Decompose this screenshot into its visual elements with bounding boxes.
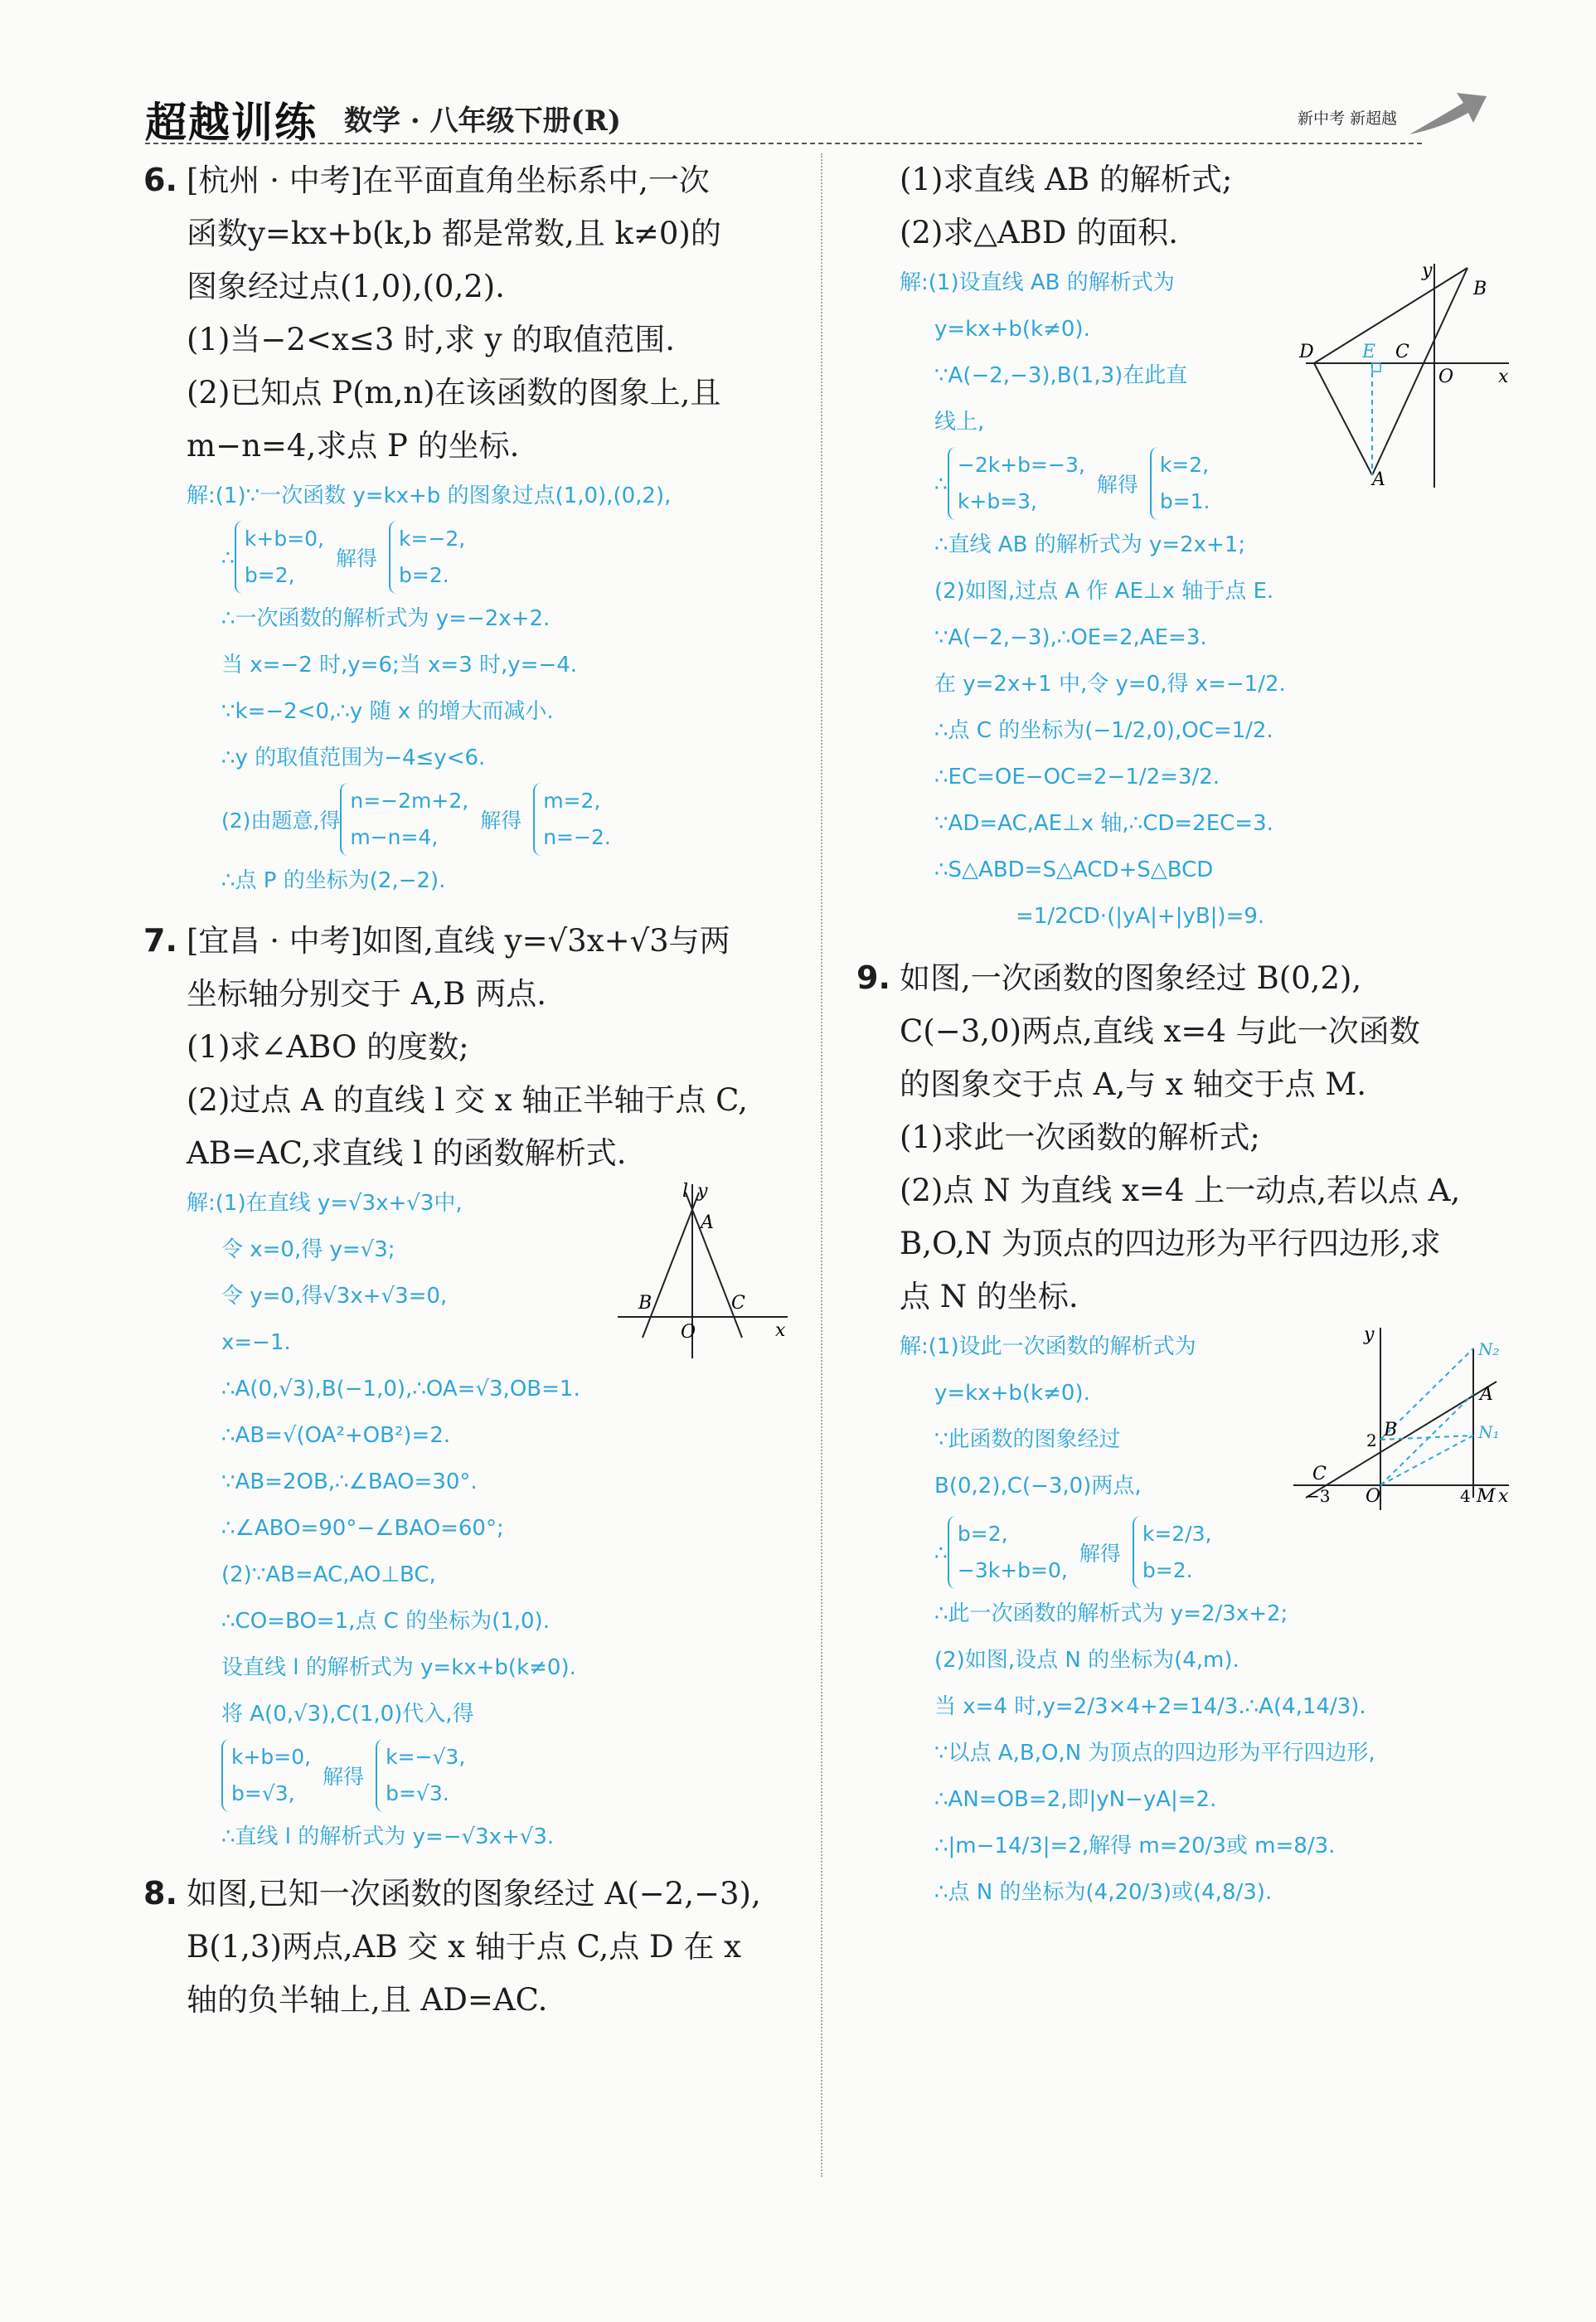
- label-C: C: [731, 1293, 745, 1314]
- solution-line: ∵A(−2,−3),∴OE=2,AE=3.: [934, 625, 1207, 650]
- question-line: (2)点 N 为直线 x=4 上一动点,若以点 A,: [900, 1173, 1461, 1208]
- label-x: x: [1498, 1486, 1509, 1507]
- solution-line: 当 x=−2 时,y=6;当 x=3 时,y=−4.: [221, 653, 578, 678]
- question-line: m−n=4,求点 P 的坐标.: [187, 428, 520, 464]
- label-A: A: [1372, 469, 1385, 490]
- solution-line: ∴点 P 的坐标为(2,−2).: [221, 868, 446, 893]
- solution-line: y=kx+b(k≠0).: [934, 1381, 1090, 1406]
- label-O: O: [1366, 1486, 1381, 1507]
- question-line: B,O,N 为顶点的四边形为平行四边形,求: [900, 1226, 1441, 1261]
- solution-line: ∵A(−2,−3),B(1,3)在此直: [934, 363, 1188, 388]
- question-line: (1)求∠ABO 的度数;: [187, 1029, 469, 1065]
- solution-line: ∴此一次函数的解析式为 y=2/3x+2;: [934, 1601, 1288, 1626]
- solution-line: 解:(1)∵一次函数 y=kx+b 的图象过点(1,0),(0,2),: [187, 483, 672, 508]
- solution-line: 解:(1)在直线 y=√3x+√3中,: [187, 1191, 463, 1216]
- question-line: 的图象交于点 A,与 x 轴交于点 M.: [900, 1066, 1367, 1102]
- solution-line: (2)如图,设点 N 的坐标为(4,m).: [934, 1648, 1239, 1673]
- question-number: 7.: [143, 922, 177, 959]
- solution-line: ∴CO=BO=1,点 C 的坐标为(1,0).: [221, 1609, 550, 1634]
- solution-line: ∵以点 A,B,O,N 为顶点的四边形为平行四边形,: [934, 1741, 1375, 1766]
- solution-line: ∴y 的取值范围为−4≤y<6.: [221, 746, 486, 770]
- question-line: (2)已知点 P(m,n)在该函数的图象上,且: [187, 375, 721, 410]
- solution-line: B(0,2),C(−3,0)两点,: [934, 1474, 1142, 1499]
- solution-line: 解:(1)设此一次函数的解析式为: [900, 1334, 1196, 1359]
- question-8: [141, 1867, 804, 2027]
- solution-line: (2)如图,过点 A 作 AE⊥x 轴于点 E.: [934, 579, 1274, 604]
- figure-q7: [601, 1180, 792, 1363]
- series-label: 新中考 新超越: [1297, 109, 1397, 128]
- solution-line: ∵AB=2OB,∴∠BAO=30°.: [221, 1469, 478, 1494]
- question-line: 轴的负半轴上,且 AD=AC.: [187, 1982, 548, 2018]
- question-line: (1)求直线 AB 的解析式;: [900, 162, 1233, 197]
- label-A: A: [701, 1212, 714, 1233]
- right-column: [842, 153, 1521, 1916]
- question-line: (2)求△ABD 的面积.: [900, 215, 1178, 250]
- solution-line: =1/2CD·(|yA|+|yB|)=9.: [1016, 904, 1265, 929]
- label-B: B: [638, 1293, 652, 1314]
- label-l: l: [682, 1181, 689, 1202]
- label-2: 2: [1366, 1431, 1377, 1450]
- solution-line: ∴点 N 的坐标为(4,20/3)或(4,8/3).: [934, 1880, 1273, 1905]
- question-line: B(1,3)两点,AB 交 x 轴于点 C,点 D 在 x: [187, 1929, 742, 1965]
- solution-line: ∴S△ABD=S△ACD+S△BCD: [934, 857, 1214, 882]
- label-y: y: [697, 1181, 708, 1202]
- solution-line: ∴|m−14/3|=2,解得 m=20/3或 m=8/3.: [934, 1834, 1336, 1858]
- solution-line: ∵k=−2<0,∴y 随 x 的增大而减小.: [221, 699, 554, 724]
- question-number: 8.: [143, 1875, 177, 1912]
- label-B: B: [1384, 1420, 1398, 1440]
- question-line: [宜昌 · 中考]如图,直线 y=√3x+√3与两: [187, 923, 730, 959]
- solution-line: ∴一次函数的解析式为 y=−2x+2.: [221, 606, 551, 631]
- question-line: (1)求此一次函数的解析式;: [900, 1120, 1260, 1155]
- label-O: O: [1438, 367, 1454, 387]
- solution-line: ∴点 C 的坐标为(−1/2,0),OC=1/2.: [934, 718, 1273, 743]
- label-y: y: [1422, 260, 1433, 281]
- solution-line: ∵AD=AC,AE⊥x 轴,∴CD=2EC=3.: [934, 811, 1273, 836]
- question-line: C(−3,0)两点,直线 x=4 与此一次函数: [900, 1013, 1420, 1049]
- label-A: A: [1480, 1384, 1493, 1405]
- solution-line: (2)∵AB=AC,AO⊥BC,: [221, 1562, 436, 1587]
- label-x: x: [1498, 367, 1509, 387]
- question-line: 坐标轴分别交于 A,B 两点.: [187, 976, 546, 1012]
- label-E: E: [1362, 342, 1376, 362]
- question-9: [842, 951, 1521, 1916]
- equation-system: (2)由题意,得 n=−2m+2, m−n=4, 解得 m=2, n=−2.: [187, 783, 804, 856]
- solution-line: 令 y=0,得√3x+√3=0,: [221, 1284, 448, 1309]
- solution-line: ∴直线 l 的解析式为 y=−√3x+√3.: [221, 1824, 555, 1849]
- label-M: M: [1477, 1486, 1496, 1507]
- question-line: 函数y=kx+b(k,b 都是常数,且 k≠0)的: [187, 216, 721, 251]
- solution-line: ∵此函数的图象经过: [934, 1427, 1121, 1452]
- question-line: 图象经过点(1,0),(0,2).: [187, 269, 505, 304]
- question-line: (2)过点 A 的直线 l 交 x 轴正半轴于点 C,: [187, 1082, 748, 1118]
- solution-line: ∴直线 AB 的解析式为 y=2x+1;: [934, 532, 1246, 557]
- brand-title: 超越训练: [145, 99, 318, 147]
- question-line: (1)当−2<x≤3 时,求 y 的取值范围.: [187, 322, 676, 357]
- solution-line: y=kx+b(k≠0).: [934, 317, 1090, 342]
- left-column: [141, 153, 804, 2027]
- column-divider: [821, 153, 822, 2177]
- label-x: x: [775, 1320, 786, 1341]
- solution-line: ∴AB=√(OA²+OB²)=2.: [221, 1423, 451, 1448]
- solution-line: ∴AN=OB=2,即|yN−yA|=2.: [934, 1787, 1217, 1812]
- equation-system: ∴ k+b=0, b=2, 解得 k=−2, b=2.: [187, 521, 804, 594]
- label-minus3: −3: [1306, 1486, 1331, 1506]
- label-N2: N₂: [1478, 1339, 1500, 1359]
- solution-line: 当 x=4 时,y=2/3×4+2=14/3.∴A(4,14/3).: [934, 1694, 1366, 1719]
- solution-line: 在 y=2x+1 中,令 y=0,得 x=−1/2.: [934, 672, 1286, 697]
- solution-line: 将 A(0,√3),C(1,0)代入,得: [221, 1702, 474, 1727]
- solution-line: 解:(1)设直线 AB 的解析式为: [900, 270, 1175, 295]
- label-4: 4: [1460, 1486, 1471, 1506]
- label-y: y: [1364, 1324, 1375, 1345]
- question-number: 6.: [143, 162, 177, 198]
- equation-system: k+b=0, b=√3, 解得 k=−√3, b=√3.: [187, 1739, 804, 1812]
- arrow-logo-icon: [1405, 85, 1488, 143]
- figure-q9: [1281, 1324, 1513, 1514]
- question-line: 点 N 的坐标.: [900, 1279, 1079, 1314]
- page-header: [145, 83, 1488, 149]
- label-C: C: [1395, 342, 1409, 362]
- equation-system: ∴ −2k+b=−3, k+b=3, 解得 k=2, b=1.: [900, 447, 1289, 520]
- question-number: 9.: [856, 959, 890, 996]
- question-6: [141, 153, 804, 904]
- solution-line: 设直线 l 的解析式为 y=kx+b(k≠0).: [221, 1655, 576, 1680]
- question-7: [141, 914, 804, 1860]
- equation-system: ∴ b=2, −3k+b=0, 解得 k=2/3, b=2.: [900, 1516, 1521, 1589]
- solution-line: 令 x=0,得 y=√3;: [221, 1237, 395, 1262]
- question-line: AB=AC,求直线 l 的函数解析式.: [187, 1135, 627, 1171]
- label-D: D: [1299, 342, 1314, 362]
- question-line: 如图,一次函数的图象经过 B(0,2),: [900, 960, 1362, 996]
- label-B: B: [1473, 279, 1487, 299]
- question-line: 如图,已知一次函数的图象经过 A(−2,−3),: [187, 1876, 761, 1912]
- header-divider: [145, 143, 1422, 144]
- solution-line: 线上,: [934, 410, 985, 435]
- solution-line: ∴∠ABO=90°−∠BAO=60°;: [221, 1516, 504, 1541]
- book-title: 数学 · 八年级下册(R): [344, 104, 621, 138]
- question-line: [杭州 · 中考]在平面直角坐标系中,一次: [187, 163, 710, 198]
- solution-line: ∴A(0,√3),B(−1,0),∴OA=√3,OB=1.: [221, 1377, 580, 1401]
- question-8-continued: [842, 153, 1521, 940]
- figure-q8: [1289, 260, 1513, 492]
- solution-line: ∴EC=OE−OC=2−1/2=3/2.: [934, 765, 1220, 789]
- label-O: O: [681, 1322, 696, 1343]
- solution-line: x=−1.: [221, 1330, 291, 1355]
- label-N1: N₁: [1478, 1422, 1500, 1442]
- label-C: C: [1312, 1464, 1327, 1484]
